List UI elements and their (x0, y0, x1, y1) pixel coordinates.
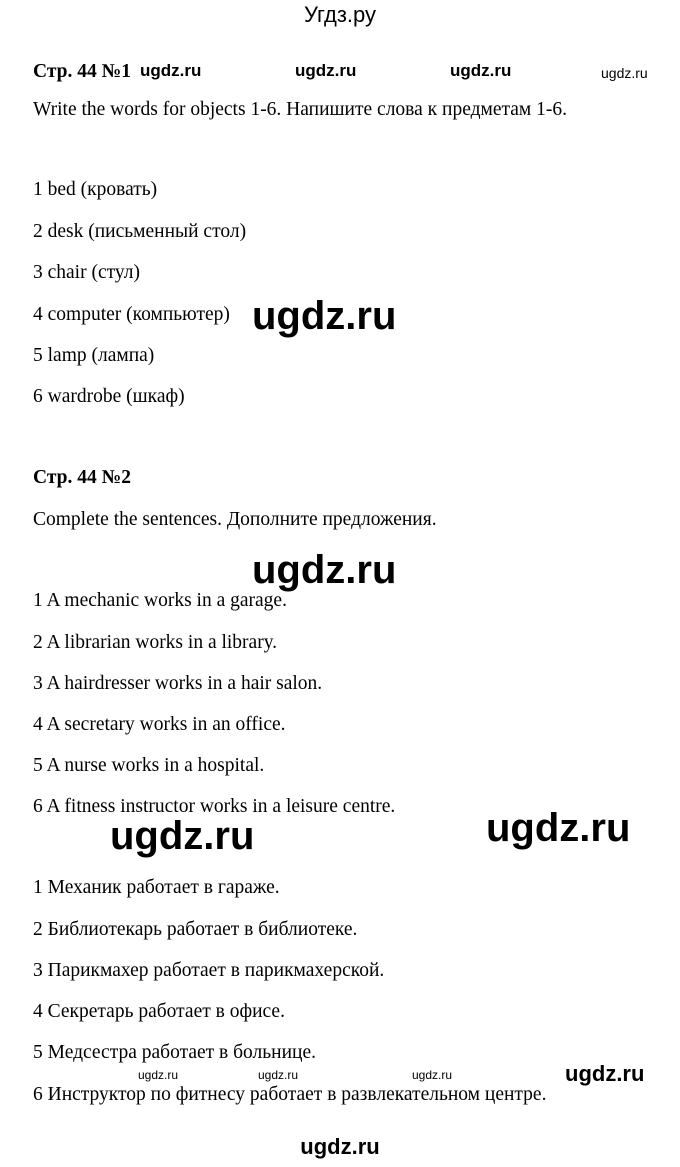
section1-heading: Стр. 44 №1 (33, 61, 131, 82)
section2-item-ru: 3 Парикмахер работает в парикмахерской. (33, 960, 385, 981)
watermark-header-2: ugdz.ru (295, 61, 357, 80)
site-title: Угдз.ру (303, 2, 377, 27)
watermark-header-3: ugdz.ru (450, 61, 512, 80)
section1-item: 4 computer (компьютер) (33, 304, 230, 325)
section2-item-ru: 1 Механик работает в гараже. (33, 877, 280, 898)
watermark-big-3: ugdz.ru (110, 814, 255, 858)
section1-instruction: Write the words for objects 1-6. Напишите слова к предметам 1-6. (33, 99, 568, 120)
watermark-small-1: ugdz.ru (138, 1068, 179, 1082)
section2-item-ru: 5 Медсестра работает в больнице. (33, 1042, 316, 1063)
watermark-small-4: ugdz.ru (565, 1061, 645, 1086)
section2-item-en: 6 A fitness instructor works in a leisure centre. (33, 796, 396, 817)
watermark-small-3: ugdz.ru (412, 1068, 453, 1082)
watermark-small-2: ugdz.ru (258, 1068, 299, 1082)
section2-heading: Стр. 44 №2 (33, 467, 131, 488)
section2-item-en: 5 A nurse works in a hospital. (33, 755, 265, 776)
watermark-big-2: ugdz.ru (252, 548, 397, 592)
section2-item-en: 1 A mechanic works in a garage. (33, 590, 287, 611)
section2-item-ru: 6 Инструктор по фитнесу работает в развлекательном центре. (33, 1084, 547, 1105)
watermark-big-1: ugdz.ru (252, 294, 397, 338)
section2-item-ru: 4 Секретарь работает в офисе. (33, 1001, 285, 1022)
section1-item: 3 chair (стул) (33, 262, 141, 283)
section1-item: 6 wardrobe (шкаф) (33, 386, 185, 407)
section1-item: 1 bed (кровать) (33, 179, 158, 200)
watermark-footer: ugdz.ru (300, 1134, 380, 1159)
section2-item-ru: 2 Библиотекарь работает в библиотеке. (33, 919, 358, 940)
section2-item-en: 4 A secretary works in an office. (33, 714, 286, 735)
watermark-header-4: ugdz.ru (601, 65, 648, 81)
watermark-big-4: ugdz.ru (486, 806, 631, 850)
watermark-header-1: ugdz.ru (140, 61, 202, 80)
section2-item-en: 2 A librarian works in a library. (33, 632, 278, 653)
section1-item: 5 lamp (лампа) (33, 345, 155, 366)
section1-item: 2 desk (письменный стол) (33, 221, 247, 242)
section2-item-en: 3 A hairdresser works in a hair salon. (33, 673, 323, 694)
section2-instruction: Complete the sentences. Дополните предложения. (33, 509, 437, 530)
